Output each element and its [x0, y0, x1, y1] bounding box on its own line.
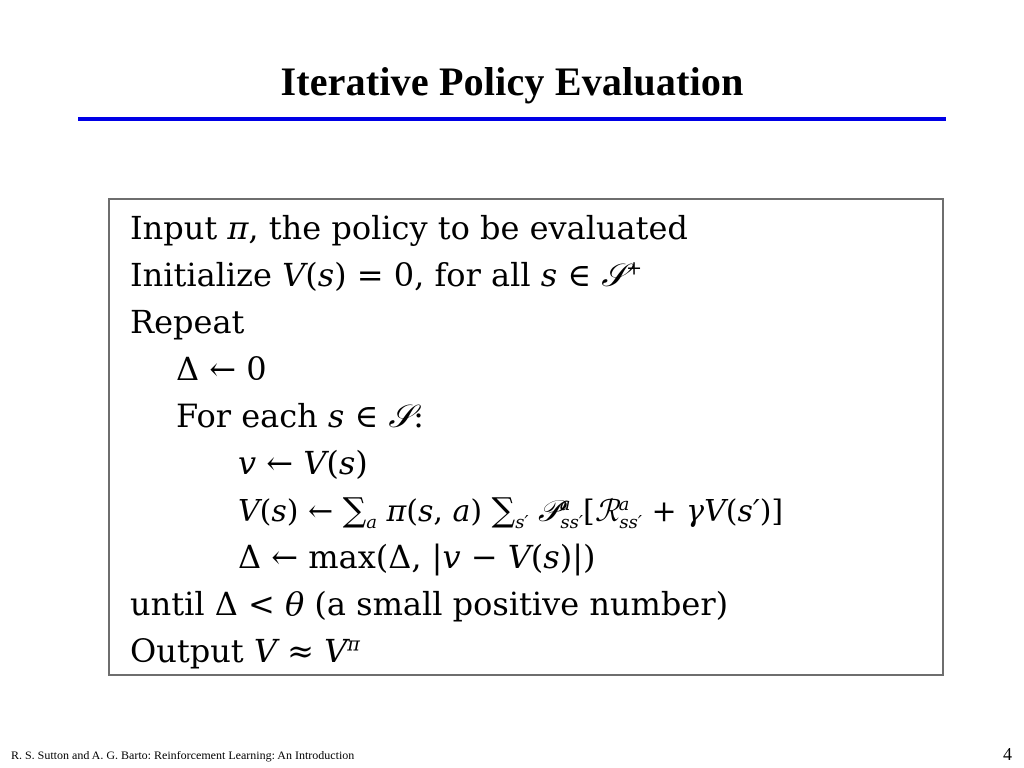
algo-line-v-assign: v ← V(s): [238, 444, 368, 482]
algo-line-delta-max: Δ ← max(Δ, |v − V(s)|): [238, 538, 596, 576]
page-number: 4: [1003, 744, 1012, 764]
footer-citation: R. S. Sutton and A. G. Barto: Reinforcement Learning: An Introduction: [11, 748, 355, 762]
algo-line-output: Output $V \approx V^\pi$: [130, 632, 360, 670]
algorithm-box: [108, 198, 944, 676]
algo-line-bellman-update: V(s) ← $\sum_a$ π(s, a) $\sum_{s'}$ 𝒫$^a_{ss'}$[ℛ$^a_{ss'}$ + γV(s′)]: [238, 490, 784, 533]
algo-line-repeat: Repeat: [130, 303, 245, 341]
algo-line-until: until Δ < θ (a small positive number): [130, 585, 729, 623]
algo-line-initialize: Initialize V(s) = 0, for all s ∈ 𝒮+: [130, 256, 643, 294]
algo-line-input: Input π, the policy to be evaluated: [130, 209, 688, 247]
slide-title: Iterative Policy Evaluation: [280, 59, 744, 104]
algo-line-for-each: For each s ∈ 𝒮:: [176, 397, 424, 435]
title-underline: [78, 117, 946, 121]
algo-line-delta-init: Δ ← 0: [176, 350, 267, 388]
